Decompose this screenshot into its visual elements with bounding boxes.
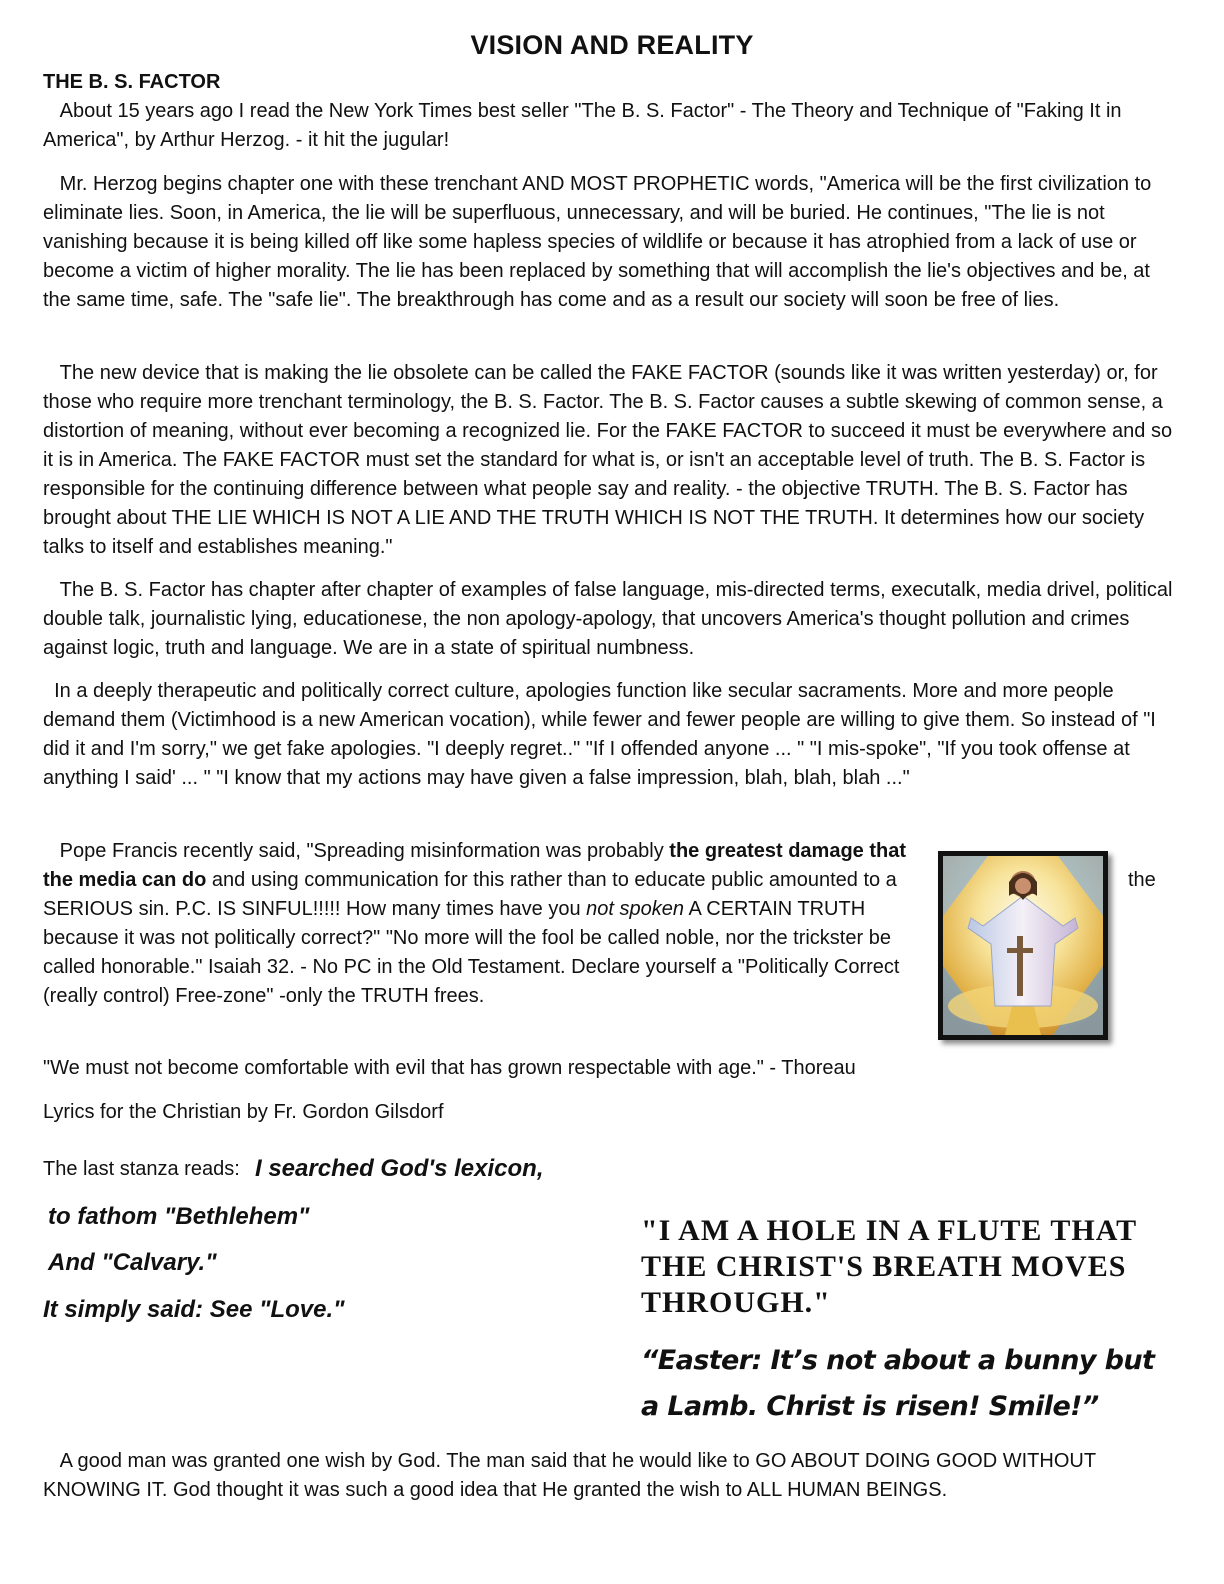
- pope-text-b: and using communication for this rather than to educate: [206, 869, 706, 891]
- section-heading: THE B. S. FACTOR: [43, 71, 221, 93]
- risen-christ-image: [938, 851, 1108, 1040]
- paragraph-intro: [43, 97, 1173, 155]
- paragraph-apologies: [43, 677, 1173, 793]
- paragraph-herzog-text: Mr. Herzog begins chapter one with these trenchant AND MOST PROPHETIC words, "America will be the first civilization to eliminate lies. Soon, in America, the lie will be superfluous, unnecessary, and will be buried. He continues, "The lie is not vanishing because it is being killed off like some hapless species of wildlife or because it has atrophied from a lack of use or become a victim of higher morality. The lie has been replaced by something that will accomplish the lie's objectives and be, at the same time, safe. The "safe lie". The breakthrough has come and as a result our society will soon be free of lies.: [43, 173, 1152, 311]
- pope-text-italic: not spoken: [586, 898, 685, 920]
- pope-text-the: the: [1128, 869, 1156, 891]
- paragraph-pope-francis: [43, 837, 923, 1011]
- paragraph-fake-factor-text: The new device that is making the lie obsolete can be called the FAKE FACTOR (sounds like it was written yesterday) or, for those who require more trenchant terminology, the B. S. Factor. The B. S. Factor causes a subtle skewing of common sense, a distortion of meaning, without ever becoming a recognized lie. For the FAKE FACTOR to succeed it must be everywhere and so it is in America. The FAKE FACTOR must set the standard for what is, or isn't an acceptable level of truth. The B. S. Factor is responsible for the continuing difference between what people say and reality. - the objective TRUTH. The B. S. Factor has brought about THE LIE WHICH IS NOT A LIE AND THE TRUTH WHICH IS NOT THE TRUTH. It determines how our society talks to itself and establishes meaning.": [43, 362, 1173, 558]
- paragraph-good-man: [43, 1447, 1173, 1505]
- paragraph-fake-factor: [43, 359, 1173, 562]
- lyrics-credit: Lyrics for the Christian by Fr. Gordon Gilsdorf: [43, 1101, 444, 1123]
- risen-christ-icon: [943, 856, 1103, 1035]
- paragraph-herzog: [43, 170, 1173, 315]
- stanza-line: And "Calvary.": [48, 1249, 217, 1276]
- paragraph-good-man-text: A good man was granted one wish by God. The man said that he would like to GO ABOUT DOING GOOD WITHOUT KNOWING IT. God thought it was such a good idea that He granted the wish to ALL HUMAN BEINGS.: [43, 1450, 1096, 1501]
- pope-text-bold: the greatest damage that the media can do: [43, 840, 907, 891]
- pope-text-a: Pope Francis recently said, "Spreading misinformation was probably: [59, 840, 670, 862]
- stanza-line: to fathom "Bethlehem": [48, 1203, 310, 1230]
- pope-text-d: A CERTAIN TRUTH because it was not politically correct?" "No more will the fool be called noble, nor the trickster be called honorable." Isaiah 32. - No PC in the Old Testament. Declare yourself a "Politically Correct (really control) Free-zone" -only the TRUTH frees.: [43, 898, 900, 1007]
- stanza-intro: The last stanza reads:: [43, 1158, 240, 1180]
- paragraph-examples: [43, 576, 1173, 663]
- stanza-line: It simply said: See "Love.": [43, 1296, 345, 1323]
- flute-quote: "I AM A HOLE IN A FLUTE THAT THE CHRIST'S BREATH MOVES THROUGH.": [641, 1214, 1137, 1319]
- pope-text-c: public amounted to a SERIOUS sin. P.C. IS SINFUL!!!!! How many times have you: [43, 869, 897, 920]
- thoreau-quote: "We must not become comfortable with evil that has grown respectable with age." - Thoreau: [43, 1057, 856, 1079]
- stanza-line: I searched God's lexicon,: [255, 1155, 544, 1182]
- page-title: VISION AND REALITY: [470, 30, 754, 60]
- paragraph-examples-text: The B. S. Factor has chapter after chapter of examples of false language, mis-directed terms, executalk, media drivel, political double talk, journalistic lying, educationese, the non apology-apology, that uncovers America's thought pollution and crimes against logic, truth and language. We are in a state of spiritual numbness.: [43, 579, 1173, 659]
- paragraph-apologies-text: In a deeply therapeutic and politically correct culture, apologies function like secular sacraments. More and more people demand them (Victimhood is a new American vocation), while fewer and fewer people are willing to give them. So instead of "I did it and I'm sorry," we get fake apologies. "I deeply regret.." "If I offended anyone ... " "I mis-spoke", "If you took offense at anything I said' ... " "I know that my actions may have given a false impression, blah, blah, blah ...": [43, 680, 1156, 789]
- easter-quote: “Easter: It’s not about a bunny but a Lamb. Christ is risen! Smile!”: [641, 1345, 1155, 1422]
- paragraph-intro-text: About 15 years ago I read the New York Times best seller "The B. S. Factor" - The Theory and Technique of "Faking It in America", by Arthur Herzog. - it hit the jugular!: [43, 100, 1122, 151]
